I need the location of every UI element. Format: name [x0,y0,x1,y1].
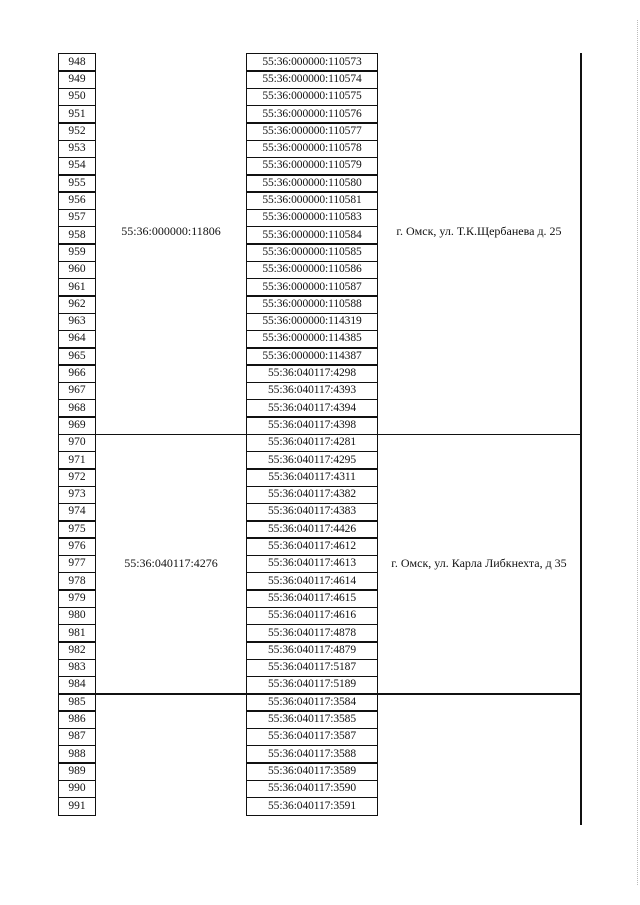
row-number-cell: 987 [58,728,96,747]
row-number-cell: 986 [58,710,96,729]
row-number-cell: 985 [58,693,96,712]
row-number-cell: 969 [58,416,96,435]
cadastral-number-cell: 55:36:040117:4613 [246,555,378,574]
cadastral-number-cell: 55:36:040117:4295 [246,451,378,470]
row-number-cell: 980 [58,607,96,626]
cadastral-number-cell: 55:36:000000:110575 [246,88,378,107]
row-number-cell: 948 [58,53,96,72]
row-number-cell: 965 [58,347,96,366]
row-number-cell: 974 [58,503,96,522]
row-number-cell: 952 [58,122,96,141]
row-number-cell: 982 [58,641,96,660]
cadastral-number-cell: 55:36:000000:114387 [246,347,378,366]
cadastral-number-cell: 55:36:000000:114385 [246,330,378,349]
cadastral-number-cell: 55:36:000000:110578 [246,140,378,159]
row-number-cell: 950 [58,88,96,107]
row-number-cell: 983 [58,659,96,678]
row-number-cell: 956 [58,191,96,210]
cadastral-number-cell: 55:36:040117:4426 [246,520,378,539]
row-number-cell: 964 [58,330,96,349]
row-number-cell: 989 [58,762,96,781]
cadastral-number-cell: 55:36:000000:110586 [246,261,378,280]
object-address: г. Омск, ул. Карла Либкнехта, д 35 [391,556,567,571]
row-number-cell: 949 [58,70,96,89]
cadastral-number-cell: 55:36:040117:3585 [246,710,378,729]
cadastral-number-cell: 55:36:040117:4393 [246,382,378,401]
row-number-cell: 970 [58,434,96,453]
cadastral-number-cell: 55:36:040117:4394 [246,399,378,418]
cadastral-number-cell: 55:36:040117:4382 [246,486,378,505]
row-number-cell: 988 [58,745,96,764]
cadastral-number-cell: 55:36:000000:110579 [246,157,378,176]
row-number-cell: 979 [58,589,96,608]
cadastral-number-cell: 55:36:000000:110573 [246,53,378,72]
object-cadastral-number: 55:36:000000:11806 [121,224,221,239]
row-number-cell: 967 [58,382,96,401]
row-number-cell: 972 [58,468,96,487]
cadastral-number-cell: 55:36:040117:4311 [246,468,378,487]
row-number-cell: 953 [58,140,96,159]
cadastral-number-cell: 55:36:040117:3590 [246,780,378,799]
cadastral-number-cell: 55:36:000000:110587 [246,278,378,297]
cadastral-number-cell: 55:36:040117:4383 [246,503,378,522]
row-number-cell: 954 [58,157,96,176]
row-number-cell: 984 [58,676,96,695]
cadastral-number-cell: 55:36:000000:110581 [246,191,378,210]
cadastral-number-cell: 55:36:040117:3587 [246,728,378,747]
row-number-cell: 955 [58,174,96,193]
row-number-cell: 976 [58,537,96,556]
column-line-address-right [580,53,582,825]
object-cadastral-number: 55:36:040117:4276 [124,556,218,571]
cadastral-number-cell: 55:36:040117:4879 [246,641,378,660]
row-number-cell: 977 [58,555,96,574]
row-number-cell: 951 [58,105,96,124]
cadastral-number-cell: 55:36:000000:110576 [246,105,378,124]
cadastral-number-cell: 55:36:040117:4878 [246,624,378,643]
group-divider-address [378,693,580,695]
cadastral-number-cell: 55:36:000000:110580 [246,174,378,193]
cadastral-number-cell: 55:36:000000:110574 [246,70,378,89]
object-address: г. Омск, ул. Т.К.Щербанева д. 25 [396,224,562,239]
cadastral-number-cell: 55:36:040117:3589 [246,762,378,781]
row-number-cell: 957 [58,209,96,228]
cadastral-number-cell: 55:36:000000:110583 [246,209,378,228]
group-divider-object [96,693,246,695]
cadastral-number-cell: 55:36:000000:110577 [246,122,378,141]
cadastral-number-cell: 55:36:040117:3591 [246,797,378,816]
row-number-cell: 991 [58,797,96,816]
cadastral-number-cell: 55:36:000000:110588 [246,295,378,314]
cadastral-number-cell: 55:36:040117:4281 [246,434,378,453]
cadastral-number-cell: 55:36:040117:3588 [246,745,378,764]
cadastral-number-cell: 55:36:040117:5187 [246,659,378,678]
cadastral-number-cell: 55:36:040117:4615 [246,589,378,608]
group-divider-object [96,434,246,436]
row-number-cell: 959 [58,243,96,262]
row-number-cell: 968 [58,399,96,418]
cadastral-number-cell: 55:36:000000:114319 [246,313,378,332]
row-number-cell: 971 [58,451,96,470]
row-number-cell: 990 [58,780,96,799]
row-number-cell: 958 [58,226,96,245]
page-edge-dots [636,20,638,885]
row-number-cell: 981 [58,624,96,643]
cadastral-number-cell: 55:36:040117:4398 [246,416,378,435]
cadastral-number-cell: 55:36:000000:110585 [246,243,378,262]
row-number-cell: 962 [58,295,96,314]
row-number-cell: 975 [58,520,96,539]
row-number-cell: 978 [58,572,96,591]
cadastral-number-cell: 55:36:040117:4298 [246,364,378,383]
row-number-cell: 973 [58,486,96,505]
row-number-cell: 966 [58,364,96,383]
group-divider-address [378,434,580,436]
cadastral-number-cell: 55:36:040117:5189 [246,676,378,695]
cadastral-number-cell: 55:36:000000:110584 [246,226,378,245]
cadastral-number-cell: 55:36:040117:4614 [246,572,378,591]
row-number-cell: 960 [58,261,96,280]
row-number-cell: 963 [58,313,96,332]
row-number-cell: 961 [58,278,96,297]
cadastral-number-cell: 55:36:040117:3584 [246,693,378,712]
cadastral-number-cell: 55:36:040117:4616 [246,607,378,626]
cadastral-number-cell: 55:36:040117:4612 [246,537,378,556]
